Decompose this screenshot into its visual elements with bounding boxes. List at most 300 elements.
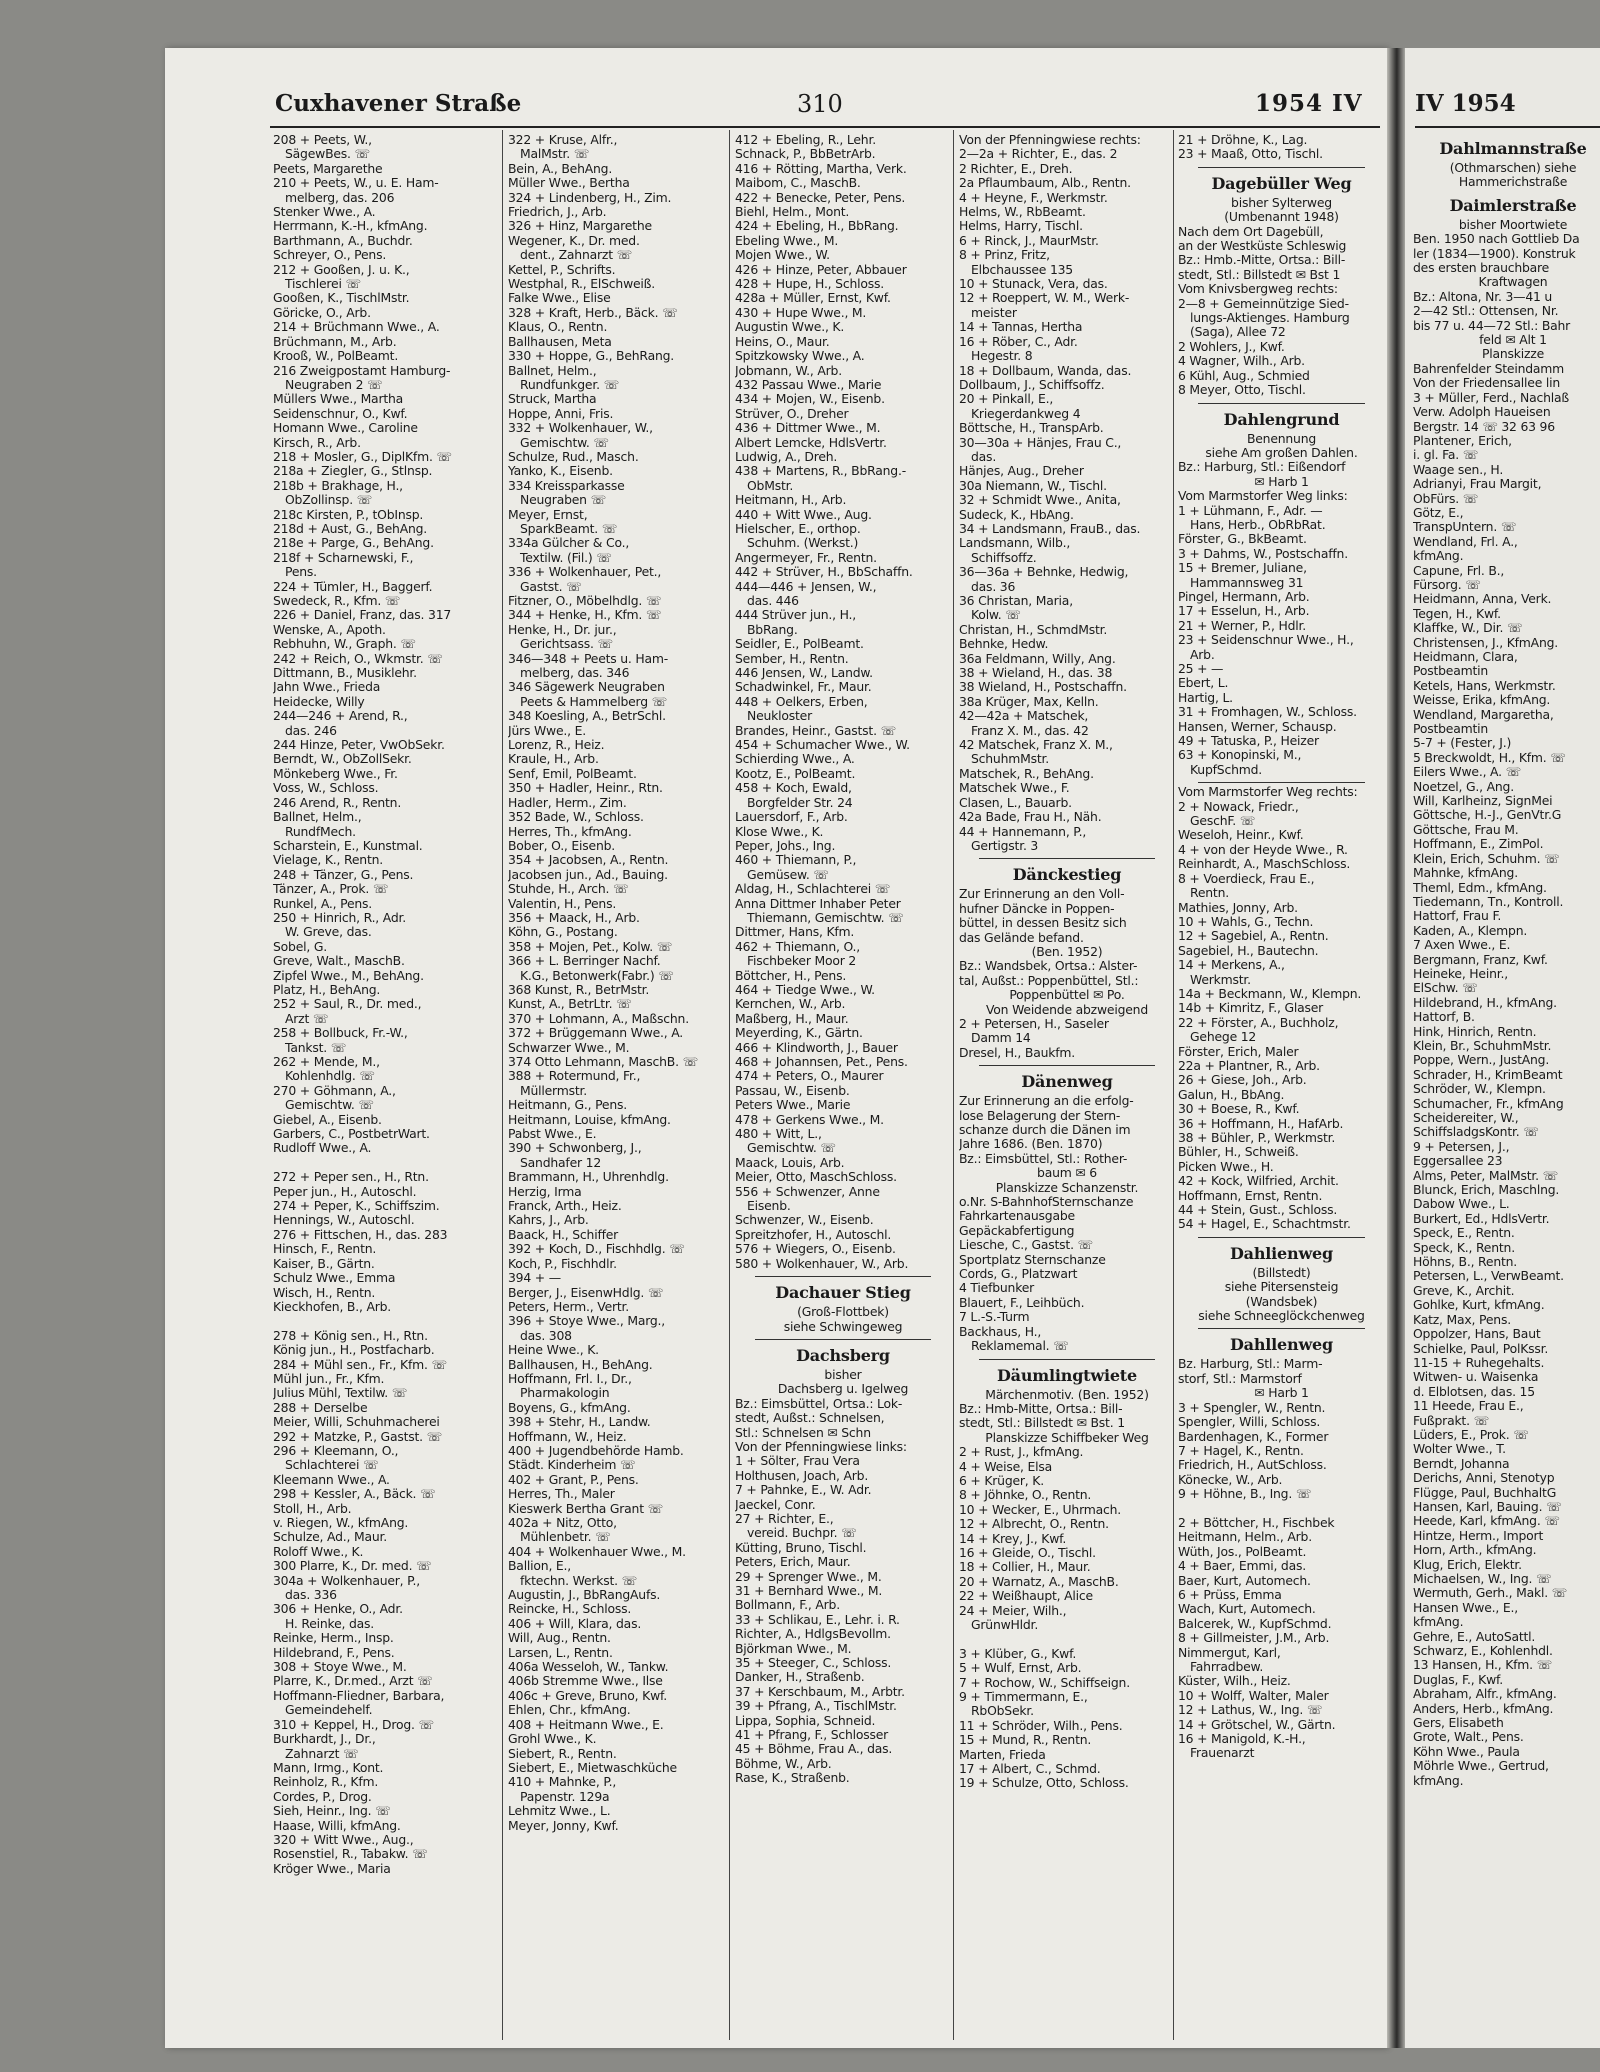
directory-entry: Peper, Johs., Ing.	[735, 838, 836, 853]
directory-entry: 8 + Jöhnke, O., Rentn.	[959, 1488, 1092, 1503]
directory-entry: 7 + Rochow, W., Schiffseign.	[959, 1675, 1130, 1690]
directory-entry: Plarre, K., Dr.med., Arzt ☏	[273, 1674, 433, 1689]
directory-entry: BbRang.	[747, 622, 798, 637]
directory-entry: Hielscher, E., orthop.	[735, 521, 861, 536]
directory-entry: 284 + Mühl sen., Fr., Kfm. ☏	[273, 1357, 447, 1372]
directory-entry: Brüchmann, M., Arb.	[273, 334, 397, 349]
directory-entry: 14 + Krey, J., Kwf.	[959, 1531, 1067, 1546]
directory-entry: 442 + Strüver, H., BbSchaffn.	[735, 565, 913, 580]
directory-entry: Kahrs, J., Arb.	[508, 1213, 589, 1228]
directory-entry: Fahrradbew.	[1190, 1660, 1264, 1674]
directory-entry: 394 + —	[508, 1271, 561, 1286]
directory-entry: 4 Wagner, Wilh., Arb.	[1178, 354, 1305, 369]
directory-entry: 448 + Oelkers, Erben,	[735, 694, 868, 709]
directory-entry: ler (1834—1900). Konstruk	[1413, 246, 1576, 261]
directory-entry: K.G., Betonwerk(Fabr.) ☏	[520, 968, 674, 983]
directory-entry: 218e + Parge, G., BehAng.	[273, 536, 434, 551]
directory-entry: Weisse, Erika, kfmAng.	[1413, 693, 1551, 708]
directory-entry: Reinhardt, A., MaschSchloss.	[1178, 857, 1351, 872]
directory-entry: Blauert, F., Leihbüch.	[959, 1295, 1085, 1310]
directory-entry: 344 + Henke, H., Kfm. ☏	[508, 608, 662, 623]
directory-entry	[959, 1632, 1175, 1646]
directory-entry: Postbeamtin	[1413, 664, 1489, 679]
directory-entry: v. Riegen, W., kfmAng.	[273, 1516, 409, 1530]
directory-entry: 12 + Roeppert, W. M., Werk-	[959, 291, 1130, 306]
directory-entry: 434 + Mojen, W., Eisenb.	[735, 392, 885, 407]
directory-entry: Ballhausen, H., BehAng.	[508, 1357, 653, 1372]
directory-entry: Ballnet, Helm.,	[273, 810, 362, 825]
directory-entry: KupfSchmd.	[1190, 762, 1262, 777]
directory-entry: Duglas, F., Kwf.	[1413, 1672, 1504, 1687]
directory-entry: RundfMech.	[285, 824, 356, 839]
directory-entry: Matschek, R., BehAng.	[959, 766, 1094, 781]
directory-entry: Müllers Wwe., Martha	[273, 392, 404, 407]
directory-entry: 444—446 + Jensen, W.,	[735, 579, 877, 594]
directory-entry: 16 + Manigold, K.-H.,	[1178, 1732, 1306, 1747]
directory-entry: Schulz Wwe., Emma	[273, 1271, 396, 1286]
directory-entry: Ketels, Hans, Werkmstr.	[1413, 678, 1556, 693]
directory-entry: 29 + Sprenger Wwe., M.	[735, 1569, 882, 1584]
directory-entry: Krooß, W., PolBeamt.	[273, 349, 399, 364]
directory-entry: Anders, Herb., kfmAng.	[1413, 1701, 1554, 1716]
directory-entry: H. Reinke, das.	[285, 1616, 375, 1631]
directory-entry: Vielage, K., Rentn.	[273, 853, 383, 868]
directory-entry: 11 + Schröder, Wilh., Pens.	[959, 1718, 1123, 1733]
street-note: baum ✉ 6	[1037, 1165, 1097, 1181]
directory-entry: Ballhausen, Meta	[508, 334, 612, 349]
directory-entry: 38a Krüger, Max, Kelln.	[959, 694, 1099, 709]
directory-entry: Wolter Wwe., T.	[1413, 1442, 1506, 1457]
directory-entry: Hansen Wwe., E.,	[1413, 1600, 1518, 1615]
directory-entry: Peper jun., H., Autoschl.	[273, 1184, 417, 1199]
directory-entry: Maibom, C., MaschB.	[735, 176, 861, 191]
column-3	[735, 133, 951, 1786]
directory-entry: Sember, H., Rentn.	[735, 651, 849, 666]
directory-entry: Ben. 1950 nach Gottlieb Da	[1413, 232, 1580, 247]
header-rule	[270, 126, 1380, 128]
directory-entry: Barthmann, A., Buchdr.	[273, 233, 413, 248]
directory-entry: Bardenhagen, K., Former	[1178, 1429, 1329, 1444]
street-note: (Wandsbek)	[1245, 1293, 1318, 1309]
directory-entry: Kieckhofen, B., Arb.	[273, 1299, 392, 1314]
directory-entry: Stoll, H., Arb.	[273, 1501, 352, 1516]
directory-entry: Christensen, J., KfmAng.	[1413, 635, 1559, 650]
directory-entry: 292 + Matzke, P., Gastst. ☏	[273, 1429, 442, 1444]
directory-entry: Müller Wwe., Bertha	[508, 176, 630, 191]
directory-entry: 440 + Witt Wwe., Aug.	[735, 507, 872, 522]
directory-entry: Roloff Wwe., K.	[273, 1544, 364, 1559]
street-note: siehe Schneeglöckchenweg	[1198, 1308, 1365, 1324]
directory-entry: Heidmann, Anna, Verk.	[1413, 592, 1552, 607]
directory-entry: 2 Richter, E., Dreh.	[959, 161, 1073, 176]
street-note: Benennung	[1246, 430, 1317, 446]
directory-entry: 428 + Hupe, H., Schloss.	[735, 277, 884, 292]
directory-entry: Will, Aug., Rentn.	[508, 1631, 611, 1646]
street-note: bisher	[824, 1366, 862, 1382]
directory-entry: ElSchw. ☏	[1413, 981, 1478, 996]
directory-entry: TranspUntern. ☏	[1413, 520, 1517, 535]
directory-entry: 304a + Wolkenhauer, P.,	[273, 1573, 420, 1588]
directory-entry: 17 + Albert, C., Schmd.	[959, 1762, 1101, 1777]
directory-entry: Mühlenbetr. ☏	[520, 1530, 611, 1545]
directory-entry: Gers, Elisabeth	[1413, 1716, 1504, 1731]
directory-entry: Grote, Walt., Pens.	[1413, 1730, 1524, 1745]
directory-entry: 356 + Maack, H., Arb.	[508, 910, 640, 925]
directory-entry: Peets, Margarethe	[273, 161, 383, 176]
directory-entry: Maack, Louis, Arb.	[735, 1155, 845, 1170]
directory-entry: Göricke, O., Arb.	[273, 305, 371, 320]
directory-entry: Vom Marmstorfer Weg rechts:	[1178, 785, 1358, 800]
directory-entry: Hattorf, Frau F.	[1413, 909, 1502, 924]
directory-entry: 42 + Kock, Wilfried, Archit.	[1178, 1174, 1339, 1189]
directory-entry: Ebeling Wwe., M.	[735, 233, 839, 248]
directory-page-right	[1405, 48, 1600, 2048]
directory-entry: 276 + Fittschen, H., das. 283	[273, 1227, 448, 1242]
directory-entry: 18 + Dollbaum, Wanda, das.	[959, 363, 1132, 378]
directory-entry: Gemeindehelf.	[285, 1703, 373, 1718]
column-1	[273, 133, 489, 1876]
directory-entry: Damm 14	[971, 1031, 1031, 1046]
directory-entry: Meier, Otto, MaschSchloss.	[735, 1170, 897, 1185]
directory-entry: das. 446	[747, 594, 799, 608]
directory-entry: Sieh, Heinr., Ing. ☏	[273, 1804, 391, 1819]
directory-entry: Berndt, Johanna	[1413, 1456, 1510, 1471]
directory-entry: Gemischtw. ☏	[520, 435, 609, 450]
directory-entry: 328 + Kraft, Herb., Bäck. ☏	[508, 305, 678, 320]
directory-entry: Gerichtsass. ☏	[520, 637, 613, 652]
directory-entry: 63 + Konopinski, M.,	[1178, 748, 1302, 763]
column-divider	[1173, 130, 1174, 2040]
directory-entry: 4 Tiefbunker	[959, 1281, 1035, 1296]
directory-entry: 226 + Daniel, Franz, das. 317	[273, 608, 452, 623]
directory-entry: Gohlke, Kurt, kfmAng.	[1413, 1298, 1545, 1313]
directory-entry: Hoffmann-Fliedner, Barbara,	[273, 1688, 445, 1703]
directory-entry: 216 Zweigpostamt Hamburg-	[273, 363, 451, 378]
directory-entry: Peters, Erich, Maur.	[735, 1555, 851, 1570]
directory-entry: 12 + Lathus, W., Ing. ☏	[1178, 1703, 1323, 1718]
directory-entry: Michaelsen, W., Ing. ☏	[1413, 1572, 1552, 1586]
directory-entry: 7 + Pahnke, E., W. Adr.	[735, 1483, 872, 1498]
directory-entry: Hildebrand, H., kfmAng.	[1413, 995, 1557, 1010]
directory-entry: das. 246	[285, 723, 337, 738]
directory-entry: Köhn Wwe., Paula	[1413, 1744, 1520, 1759]
directory-entry: Sportplatz Sternschanze	[959, 1252, 1106, 1267]
directory-entry: Baack, H., Schiffer	[508, 1227, 619, 1242]
directory-entry: Scharstein, E., Kunstmal.	[273, 838, 423, 853]
directory-entry: Adrianyi, Frau Margit,	[1413, 477, 1542, 492]
directory-entry: Gemischtw. ☏	[747, 1141, 836, 1156]
directory-entry: d. Elblotsen, das. 15	[1413, 1384, 1535, 1399]
street-note: Dachsberg u. Igelweg	[777, 1381, 909, 1397]
directory-entry: Matschek Wwe., F.	[959, 781, 1070, 796]
directory-entry: Katz, Max, Pens.	[1413, 1312, 1511, 1327]
directory-entry: König jun., H., Postfacharb.	[273, 1343, 435, 1358]
directory-entry: 26 + Giese, Joh., Arb.	[1178, 1073, 1307, 1088]
directory-entry: 17 + Esselun, H., Arb.	[1178, 604, 1310, 619]
directory-entry: stedt, Stl.: Billstedt ✉ Bst 1	[1178, 267, 1341, 282]
directory-entry: Horn, Arth., kfmAng.	[1413, 1543, 1537, 1558]
directory-entry: Schwarz, E., Kohlenhdl.	[1413, 1644, 1553, 1659]
directory-entry: Rudloff Wwe., A.	[273, 1141, 372, 1156]
directory-entry: 580 + Wolkenhauer, W., Arb.	[735, 1256, 909, 1271]
section-divider	[1198, 167, 1365, 168]
directory-entry: Angermeyer, Fr., Rentn.	[735, 550, 877, 565]
directory-entry: 2a Pflaumbaum, Alb., Rentn.	[959, 176, 1131, 191]
directory-entry: 14 + Grötschel, W., Gärtn.	[1178, 1717, 1336, 1732]
directory-entry: Böttsche, H., TranspArb.	[959, 421, 1104, 436]
directory-entry: Schierding Wwe., A.	[735, 752, 855, 767]
directory-entry: Heede, Karl, kfmAng. ☏	[1413, 1514, 1560, 1529]
directory-entry: Rebhuhn, W., Graph. ☏	[273, 637, 416, 652]
directory-entry: 408 + Heitmann Wwe., E.	[508, 1717, 664, 1732]
street-note: ✉ Harb 1	[1254, 1385, 1309, 1401]
directory-entry: 332 + Wolkenhauer, W.,	[508, 421, 653, 436]
directory-entry: das. 308	[520, 1328, 572, 1343]
directory-entry: 406b Stremme Wwe., Ilse	[508, 1674, 663, 1689]
directory-entry: Plantener, Erich,	[1413, 433, 1512, 448]
directory-entry: Gastst. ☏	[520, 579, 582, 594]
directory-entry: Bz.: Hmb-Mitte, Ortsa.: Bill-	[959, 1401, 1123, 1416]
directory-entry: Derichs, Anni, Stenotyp	[1413, 1471, 1555, 1486]
directory-entry: Schwenzer, W., Eisenb.	[735, 1213, 874, 1228]
directory-entry	[1178, 1502, 1385, 1516]
directory-entry: 1 + Lühmann, F., Adr. —	[1178, 503, 1323, 518]
directory-entry: 402 + Grant, P., Pens.	[508, 1472, 639, 1487]
directory-entry: Albert Lemcke, HdlsVertr.	[735, 435, 887, 450]
directory-entry: 2 + Böttcher, H., Fischbek	[1178, 1515, 1335, 1530]
directory-entry: Wegener, K., Dr. med.	[508, 233, 640, 248]
directory-entry: Falke Wwe., Elise	[508, 291, 611, 306]
directory-entry: melberg, das. 206	[285, 190, 395, 205]
directory-entry: Lüders, E., Prok. ☏	[1413, 1427, 1529, 1442]
street-heading: Däumlingtwiete	[997, 1365, 1137, 1385]
directory-entry: Julius Mühl, Textilw. ☏	[273, 1386, 408, 1401]
directory-entry: Vom Knivsbergweg rechts:	[1178, 282, 1338, 297]
column-4	[959, 133, 1175, 1791]
directory-entry: Reklamemal. ☏	[971, 1339, 1069, 1354]
directory-entry: Höhns, B., Rentn.	[1413, 1255, 1518, 1270]
directory-entry: 272 + Peper sen., H., Rtn.	[273, 1170, 429, 1185]
directory-entry: Mojen Wwe., W.	[735, 248, 830, 263]
directory-entry: Dittmann, B., Musiklehr.	[273, 666, 417, 681]
directory-entry: 20 + Pinkall, E.,	[959, 392, 1054, 407]
directory-entry: melberg, das. 346	[520, 666, 630, 681]
directory-entry: fktechn. Werkst. ☏	[520, 1573, 637, 1588]
directory-entry: 320 + Witt Wwe., Aug.,	[273, 1832, 414, 1847]
directory-entry: Greve, K., Archit.	[1413, 1283, 1515, 1298]
directory-entry: Mahnke, kfmAng.	[1413, 866, 1518, 881]
directory-entry: kfmAng.	[1413, 549, 1464, 564]
directory-entry: Gehre, E., AutoSattl.	[1413, 1629, 1536, 1644]
directory-entry: Stuhde, H., Arch. ☏	[508, 882, 629, 897]
directory-entry: 30—30a + Hänjes, Frau C.,	[959, 435, 1122, 450]
directory-entry: 424 + Ebeling, H., BbRang.	[735, 219, 899, 234]
directory-entry: Schuhm. (Werkst.)	[747, 536, 859, 551]
directory-entry: Valentin, H., Pens.	[508, 896, 617, 911]
directory-entry: 466 + Klindworth, J., Bauer	[735, 1040, 898, 1055]
directory-entry: Kirsch, R., Arb.	[273, 435, 361, 450]
directory-entry: Spengler, Willi, Schloss.	[1178, 1415, 1321, 1430]
directory-entry: Rundfunkger. ☏	[520, 377, 619, 392]
directory-entry: Fitzner, O., Möbelhdlg. ☏	[508, 594, 662, 608]
directory-entry: Klug, Erich, Elektr.	[1413, 1557, 1522, 1572]
directory-entry: 3 + Klüber, G., Kwf.	[959, 1646, 1077, 1661]
directory-entry: Holthusen, Joach, Arb.	[735, 1468, 869, 1483]
directory-entry: 406c + Greve, Bruno, Kwf.	[508, 1688, 668, 1703]
directory-entry: 368 Kunst, R., BetrMstr.	[508, 982, 650, 997]
directory-entry: 348 Koesling, A., BetrSchl.	[508, 709, 666, 724]
directory-entry: Schrader, H., KrimBeamt	[1413, 1067, 1563, 1082]
directory-entry: Neugraben 2 ☏	[285, 377, 383, 392]
directory-entry: Schulze, Ad., Maur.	[273, 1530, 388, 1545]
street-note: siehe Schwingeweg	[783, 1318, 903, 1334]
section-divider	[1198, 1328, 1365, 1329]
directory-entry: 31 + Bernhard Wwe., M.	[735, 1584, 883, 1598]
directory-entry: 30 + Boese, R., Kwf.	[1178, 1102, 1300, 1117]
directory-entry	[273, 1314, 489, 1328]
directory-entry: SparkBeamt. ☏	[520, 521, 618, 536]
street-note: Planskizze	[1481, 346, 1545, 362]
directory-entry: Arb.	[1190, 647, 1215, 662]
directory-entry: 14 + Tannas, Hertha	[959, 320, 1083, 335]
directory-entry: Waage sen., H.	[1413, 462, 1504, 477]
directory-entry: ObZollinsp. ☏	[285, 493, 372, 508]
directory-entry: Petersen, L., VerwBeamt.	[1413, 1269, 1564, 1284]
directory-entry: 460 + Thiemann, P.,	[735, 853, 857, 868]
directory-entry: Hegestr. 8	[971, 349, 1033, 364]
directory-entry: Ballnet, Helm.,	[508, 363, 597, 378]
directory-entry: 21 + Werner, P., Hdlr.	[1178, 618, 1306, 633]
street-note: siehe Am großen Dahlen.	[1205, 444, 1358, 460]
directory-entry: Wüth, Jos., PolBeamt.	[1178, 1544, 1307, 1559]
directory-entry: 416 + Rötting, Martha, Verk.	[735, 161, 907, 176]
directory-entry: 19 + Schulze, Otto, Schloss.	[959, 1776, 1129, 1791]
directory-entry: Westphal, R., ElSchweiß.	[508, 277, 656, 292]
directory-entry: Fürsorg. ☏	[1413, 577, 1481, 592]
directory-entry: Bz.: Altona, Nr. 3—41 u	[1413, 289, 1553, 304]
directory-entry: 13 Hansen, H., Kfm. ☏	[1413, 1658, 1552, 1673]
directory-entry: Friedrich, H., AutSchloss.	[1178, 1458, 1327, 1473]
directory-entry: Jahre 1686. (Ben. 1870)	[959, 1137, 1103, 1152]
directory-entry: das. 36	[971, 579, 1016, 594]
directory-entry: Blunck, Erich, Maschlng.	[1413, 1183, 1560, 1198]
directory-entry: 556 + Schwenzer, Anne	[735, 1184, 880, 1199]
directory-entry: Klein, Erich, Schuhm. ☏	[1413, 851, 1560, 866]
directory-entry: 308 + Stoye Wwe., M.	[273, 1660, 407, 1675]
directory-entry: 30a Niemann, W., Tischl.	[959, 478, 1107, 493]
directory-entry: Hartig, L.	[1178, 690, 1233, 705]
directory-entry: Tischlerei ☏	[285, 277, 361, 292]
directory-entry: Franck, Arth., Heiz.	[508, 1199, 622, 1214]
street-note: Hammerichstraße	[1458, 174, 1568, 190]
directory-entry: Swedeck, R., Kfm. ☏	[273, 594, 401, 608]
directory-entry: Clasen, L., Bauarb.	[959, 795, 1072, 810]
directory-entry: Passau, W., Eisenb.	[735, 1083, 850, 1098]
directory-entry: Bz. Harburg, Stl.: Marm-	[1178, 1357, 1323, 1372]
directory-entry: 42a Bade, Frau H., Näh.	[959, 810, 1102, 825]
directory-entry: (Saga), Allee 72	[1190, 325, 1286, 340]
directory-entry: 4 + von der Heyde Wwe., R.	[1178, 842, 1348, 857]
directory-entry: Von der Pfenningwiese links:	[735, 1439, 907, 1454]
directory-entry: Hoffmann, W., Heiz.	[508, 1429, 627, 1444]
directory-entry: Will, Karlheinz, SignMei	[1413, 794, 1553, 809]
street-note: Planskizze Schanzenstr.	[995, 1179, 1139, 1195]
directory-entry: Textilw. (Fil.) ☏	[520, 550, 612, 565]
directory-entry: 334a Gülcher & Co.,	[508, 536, 630, 551]
directory-entry: 7 Axen Wwe., E.	[1413, 938, 1511, 953]
directory-entry: 468 + Johannsen, Pet., Pens.	[735, 1055, 908, 1069]
directory-entry: Kriegerdankweg 4	[971, 406, 1081, 421]
directory-entry: Brammann, H., Uhrenhdlg.	[508, 1170, 669, 1185]
directory-entry: lungs-Aktienges. Hamburg	[1190, 311, 1350, 326]
directory-entry: Zipfel Wwe., M., BehAng.	[273, 968, 424, 983]
directory-entry: Theml, Edm., kfmAng.	[1413, 880, 1547, 895]
directory-entry: Schulze, Rud., Masch.	[508, 449, 639, 464]
directory-entry: 7 + Hagel, K., Rentn.	[1178, 1443, 1304, 1458]
directory-entry: Björkman Wwe., M.	[735, 1641, 852, 1656]
directory-entry: tal, Außst.: Poppenbüttel, Stl.:	[959, 973, 1139, 988]
directory-entry: Burkhardt, J., Dr.,	[273, 1732, 376, 1747]
directory-entry: Helms, W., RbBeamt.	[959, 205, 1086, 220]
directory-entry: 406 + Will, Klara, das.	[508, 1616, 642, 1631]
directory-entry: Könecke, W., Arb.	[1178, 1472, 1283, 1487]
directory-entry: Hadler, Herm., Zim.	[508, 795, 627, 810]
directory-entry: 15 + Mund, R., Rentn.	[959, 1733, 1092, 1748]
street-heading: Dahlengrund	[1223, 409, 1340, 429]
directory-entry: Hansen, Karl, Bauing. ☏	[1413, 1499, 1562, 1514]
directory-entry: Bz.: Harburg, Stl.: Eißendorf	[1178, 460, 1346, 475]
directory-entry: 4 + Heyne, F., Werkmstr.	[959, 190, 1108, 205]
directory-entry: Eisenb.	[747, 1199, 791, 1214]
directory-entry: Reinholz, R., Kfm.	[273, 1775, 379, 1790]
directory-entry: Jacobsen jun., Ad., Bauing.	[508, 867, 668, 882]
directory-entry: Klose Wwe., K.	[735, 824, 824, 839]
directory-entry: Bein, A., BehAng.	[508, 161, 613, 176]
directory-entry: 3 + Müller, Ferd., Nachlaß	[1413, 390, 1569, 405]
directory-entry: 262 + Mende, M.,	[273, 1055, 380, 1069]
directory-entry: Kleemann Wwe., A.	[273, 1472, 390, 1487]
directory-entry: Förster, Erich, Maler	[1178, 1044, 1299, 1059]
directory-entry: 444 Strüver jun., H.,	[735, 608, 856, 623]
directory-entry: 2—2a + Richter, E., das. 2	[959, 147, 1118, 162]
directory-entry: büttel, in dessen Besitz sich	[959, 916, 1127, 931]
street-note: (Ben. 1952)	[1031, 943, 1103, 959]
directory-entry: Burkert, Ed., HdlsVertr.	[1413, 1211, 1550, 1226]
directory-entry: i. gl. Fa. ☏	[1413, 448, 1479, 463]
directory-entry: Helms, Harry, Tischl.	[959, 219, 1083, 234]
directory-entry: Böhme, W., Arb.	[735, 1756, 832, 1771]
directory-entry: Mann, Irmg., Kont.	[273, 1760, 384, 1775]
directory-entry: Baer, Kurt, Automech.	[1178, 1573, 1311, 1588]
directory-entry: Pharmakologin	[520, 1386, 610, 1401]
street-note: Planskizze Schiffbeker Weg	[985, 1429, 1149, 1445]
directory-entry: Sobel, G.	[273, 939, 327, 954]
directory-entry: 8 Meyer, Otto, Tischl.	[1178, 383, 1306, 398]
directory-entry: Klein, Br., SchuhmMstr.	[1413, 1038, 1552, 1053]
directory-entry: 576 + Wiegers, O., Eisenb.	[735, 1242, 896, 1257]
directory-entry: 350 + Hadler, Heinr., Rtn.	[508, 781, 663, 796]
directory-entry: 218f + Scharnewski, F.,	[273, 550, 414, 565]
directory-entry: Weseloh, Heinr., Kwf.	[1178, 828, 1304, 843]
directory-entry: Giebel, A., Eisenb.	[273, 1112, 382, 1127]
directory-entry: Neukloster	[747, 709, 812, 724]
directory-entry: 22 + Weißhaupt, Alice	[959, 1589, 1093, 1604]
directory-entry: 37 + Kerschbaum, M., Arbtr.	[735, 1684, 905, 1699]
directory-entry: Jobmann, W., Arb.	[735, 363, 842, 378]
directory-entry: Maßberg, H., Maur.	[735, 1011, 849, 1026]
section-divider	[1198, 403, 1365, 404]
directory-entry: 392 + Koch, D., Fischhdlg. ☏	[508, 1242, 685, 1257]
